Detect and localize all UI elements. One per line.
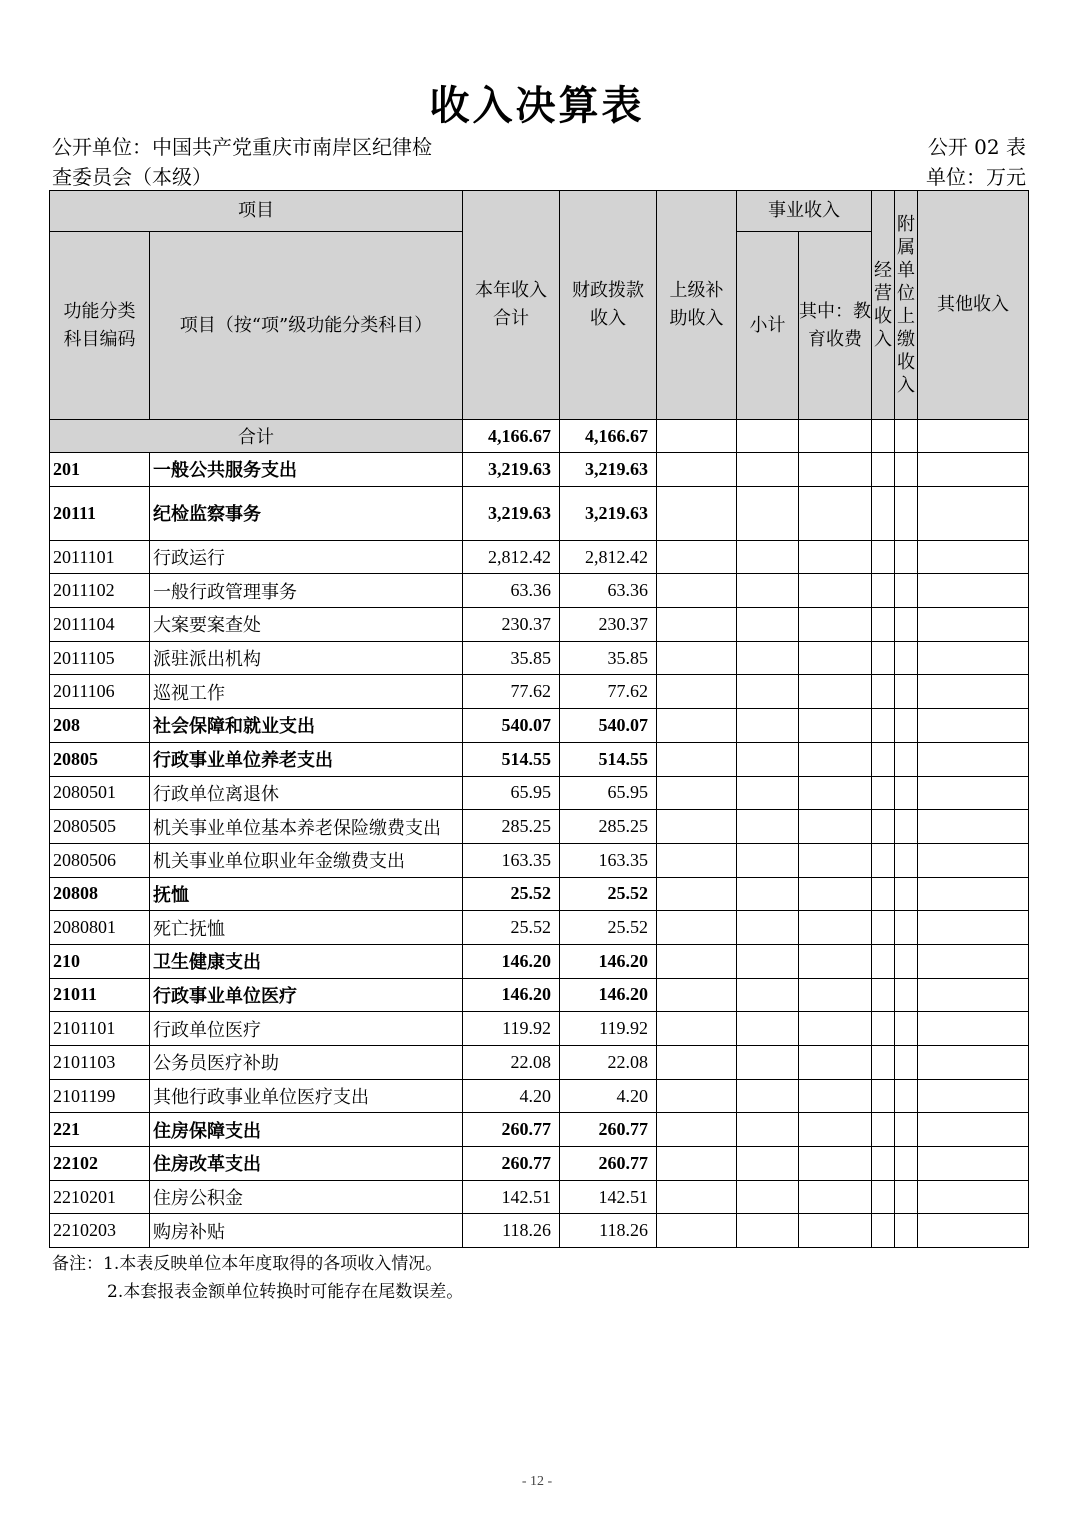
empty-cell (872, 608, 895, 642)
table-row (50, 1012, 1029, 1046)
empty-cell (737, 453, 799, 487)
header-project-name: 项目（按“项”级功能分类科目） (150, 232, 463, 420)
empty-cell (737, 1180, 799, 1214)
empty-cell (737, 540, 799, 574)
table-row (50, 574, 1029, 608)
empty-cell (872, 978, 895, 1012)
empty-cell (895, 944, 918, 978)
row-total: 119.92 (463, 1012, 560, 1046)
row-total: 25.52 (463, 877, 560, 911)
empty-cell (918, 1046, 1029, 1080)
empty-cell (737, 608, 799, 642)
row-fiscal: 285.25 (560, 810, 657, 844)
empty-cell (918, 1214, 1029, 1248)
row-name: 行政运行 (150, 540, 463, 574)
note-line1: 备注：1.本表反映单位本年度取得的各项收入情况。 (52, 1254, 443, 1274)
row-total: 65.95 (463, 776, 560, 810)
row-code: 210 (50, 944, 150, 978)
row-name: 其他行政事业单位医疗支出 (150, 1079, 463, 1113)
row-name: 行政事业单位医疗 (150, 978, 463, 1012)
row-fiscal: 540.07 (560, 709, 657, 743)
row-code: 2080506 (50, 843, 150, 877)
table-header (50, 191, 1029, 420)
note-line2: 2.本套报表金额单位转换时可能存在尾数误差。 (107, 1282, 464, 1302)
row-code: 20111 (50, 486, 150, 540)
empty-cell (895, 1046, 918, 1080)
empty-cell (872, 944, 895, 978)
header-business: 事业收入 (737, 191, 872, 232)
row-code: 2101103 (50, 1046, 150, 1080)
empty-cell (657, 877, 737, 911)
empty-cell (918, 877, 1029, 911)
empty-cell (657, 1214, 737, 1248)
table-row (50, 843, 1029, 877)
row-total: 260.77 (463, 1113, 560, 1147)
table-row (50, 776, 1029, 810)
row-total: 285.25 (463, 810, 560, 844)
row-total: 230.37 (463, 608, 560, 642)
empty-cell (737, 1046, 799, 1080)
row-total: 77.62 (463, 675, 560, 709)
row-code: 21011 (50, 978, 150, 1012)
empty-cell (737, 742, 799, 776)
empty-cell (799, 1147, 872, 1181)
empty-cell (872, 675, 895, 709)
empty-cell (657, 709, 737, 743)
empty-cell (918, 1113, 1029, 1147)
row-fiscal: 63.36 (560, 574, 657, 608)
table-row (50, 742, 1029, 776)
row-name: 社会保障和就业支出 (150, 709, 463, 743)
header-total: 本年收入 合计 (463, 191, 560, 420)
row-code: 2210203 (50, 1214, 150, 1248)
row-fiscal: 230.37 (560, 608, 657, 642)
empty-cell (657, 843, 737, 877)
table-row (50, 1214, 1029, 1248)
empty-cell (657, 641, 737, 675)
row-fiscal: 3,219.63 (560, 453, 657, 487)
empty-cell (799, 641, 872, 675)
row-total: 63.36 (463, 574, 560, 608)
empty-cell (799, 1046, 872, 1080)
empty-cell (799, 486, 872, 540)
row-fiscal: 260.77 (560, 1113, 657, 1147)
empty-cell (799, 911, 872, 945)
row-code: 20808 (50, 877, 150, 911)
empty-cell (737, 574, 799, 608)
row-name: 抚恤 (150, 877, 463, 911)
page-number: - 12 - (521, 1474, 553, 1489)
empty-cell (799, 1180, 872, 1214)
table-row (50, 911, 1029, 945)
empty-cell (872, 709, 895, 743)
empty-cell (872, 1113, 895, 1147)
empty-cell (799, 540, 872, 574)
table-body (50, 420, 1029, 1248)
row-code: 208 (50, 709, 150, 743)
row-fiscal: 2,812.42 (560, 540, 657, 574)
row-total: 260.77 (463, 1147, 560, 1181)
header-fiscal: 财政拨款 收入 (560, 191, 657, 420)
empty-cell (918, 608, 1029, 642)
empty-cell (737, 675, 799, 709)
table-row (50, 978, 1029, 1012)
row-fiscal: 163.35 (560, 843, 657, 877)
row-total: 25.52 (463, 911, 560, 945)
empty-cell (657, 1113, 737, 1147)
empty-cell (872, 1147, 895, 1181)
empty-cell (895, 1180, 918, 1214)
row-code: 2011105 (50, 641, 150, 675)
header-other: 其他收入 (918, 191, 1029, 420)
empty-cell (918, 574, 1029, 608)
empty-cell (737, 641, 799, 675)
row-name: 卫生健康支出 (150, 944, 463, 978)
row-code: 2101199 (50, 1079, 150, 1113)
currency-unit: 单位：万元 (926, 165, 1026, 189)
row-name: 机关事业单位职业年金缴费支出 (150, 843, 463, 877)
row-code: 2080801 (50, 911, 150, 945)
empty-cell (872, 776, 895, 810)
row-name: 行政单位离退休 (150, 776, 463, 810)
notes (52, 1250, 463, 1306)
empty-cell (895, 978, 918, 1012)
table-row (50, 453, 1029, 487)
empty-cell (799, 1012, 872, 1046)
table-meta (926, 132, 1026, 192)
row-code: 20805 (50, 742, 150, 776)
empty-cell (657, 944, 737, 978)
table-row (50, 540, 1029, 574)
empty-cell (872, 486, 895, 540)
empty-cell (657, 1079, 737, 1113)
empty-cell (895, 453, 918, 487)
empty-cell (737, 1079, 799, 1113)
empty-cell (799, 453, 872, 487)
header-affiliated: 附 属 单 位 上 缴 收 入 (895, 191, 918, 420)
empty-cell (872, 810, 895, 844)
empty-cell (737, 944, 799, 978)
row-name: 巡视工作 (150, 675, 463, 709)
empty-cell (918, 486, 1029, 540)
row-code: 2011101 (50, 540, 150, 574)
empty-cell (918, 675, 1029, 709)
empty-cell (918, 1079, 1029, 1113)
empty-cell (799, 608, 872, 642)
empty-cell (918, 709, 1029, 743)
row-name: 住房公积金 (150, 1180, 463, 1214)
table-row (50, 944, 1029, 978)
row-total: 22.08 (463, 1046, 560, 1080)
row-code: 2011102 (50, 574, 150, 608)
row-fiscal: 25.52 (560, 911, 657, 945)
empty-cell (737, 810, 799, 844)
income-table (49, 190, 1029, 1248)
row-name: 公务员医疗补助 (150, 1046, 463, 1080)
row-total: 3,219.63 (463, 486, 560, 540)
empty-cell (657, 1147, 737, 1181)
empty-cell (657, 810, 737, 844)
reporting-unit-line2: 查委员会（本级） (52, 165, 212, 189)
row-code: 22102 (50, 1147, 150, 1181)
empty-cell (872, 453, 895, 487)
row-name: 纪检监察事务 (150, 486, 463, 540)
empty-cell (918, 944, 1029, 978)
empty-cell (799, 742, 872, 776)
empty-cell (918, 540, 1029, 574)
empty-cell (737, 1214, 799, 1248)
row-total: 35.85 (463, 641, 560, 675)
header-subtotal: 小计 (737, 232, 799, 420)
empty-cell (918, 742, 1029, 776)
row-code: 2011106 (50, 675, 150, 709)
empty-cell (872, 877, 895, 911)
empty-cell (657, 742, 737, 776)
empty-cell (918, 1147, 1029, 1181)
empty-cell (872, 574, 895, 608)
row-code: 2210201 (50, 1180, 150, 1214)
page-title: 收入决算表 (429, 82, 645, 129)
empty-cell (895, 1113, 918, 1147)
row-code: 2101101 (50, 1012, 150, 1046)
empty-cell (799, 944, 872, 978)
row-name: 派驻派出机构 (150, 641, 463, 675)
empty-cell (895, 877, 918, 911)
row-total: 146.20 (463, 944, 560, 978)
empty-cell (737, 486, 799, 540)
empty-cell (737, 1012, 799, 1046)
table-row (50, 709, 1029, 743)
row-fiscal: 118.26 (560, 1214, 657, 1248)
total-amount: 4,166.67 (463, 420, 560, 453)
row-fiscal: 3,219.63 (560, 486, 657, 540)
empty-cell (657, 453, 737, 487)
empty-cell (895, 641, 918, 675)
empty-cell (872, 911, 895, 945)
empty-cell (895, 675, 918, 709)
row-fiscal: 65.95 (560, 776, 657, 810)
row-fiscal: 146.20 (560, 944, 657, 978)
header-project: 项目 (50, 191, 463, 232)
header-edu-fee: 其中：教 育收费 (799, 232, 872, 420)
table-row (50, 1079, 1029, 1113)
row-fiscal: 514.55 (560, 742, 657, 776)
row-code: 2011104 (50, 608, 150, 642)
table-row (50, 810, 1029, 844)
row-name: 行政事业单位养老支出 (150, 742, 463, 776)
empty-cell (799, 1113, 872, 1147)
empty-cell (799, 776, 872, 810)
empty-cell (657, 608, 737, 642)
empty-cell (657, 911, 737, 945)
empty-cell (872, 1046, 895, 1080)
empty-cell (657, 978, 737, 1012)
empty-cell (872, 1180, 895, 1214)
row-total: 163.35 (463, 843, 560, 877)
row-total: 540.07 (463, 709, 560, 743)
row-name: 死亡抚恤 (150, 911, 463, 945)
table-row (50, 1180, 1029, 1214)
row-code: 201 (50, 453, 150, 487)
row-fiscal: 77.62 (560, 675, 657, 709)
table-number: 公开 02 表 (927, 135, 1026, 159)
row-fiscal: 146.20 (560, 978, 657, 1012)
empty-cell (895, 911, 918, 945)
reporting-unit-line1: 公开单位：中国共产党重庆市南岸区纪律检 (52, 135, 432, 159)
empty-cell (872, 1079, 895, 1113)
table-row (50, 1046, 1029, 1080)
row-fiscal: 4.20 (560, 1079, 657, 1113)
header-upper-subsidy: 上级补 助收入 (657, 191, 737, 420)
empty-cell (895, 486, 918, 540)
empty-cell (895, 1079, 918, 1113)
empty-cell (737, 1113, 799, 1147)
row-total: 142.51 (463, 1180, 560, 1214)
header-operating: 经 营 收 入 (872, 191, 895, 420)
empty-cell (872, 742, 895, 776)
empty-cell (657, 574, 737, 608)
row-fiscal: 35.85 (560, 641, 657, 675)
empty-cell (799, 1214, 872, 1248)
empty-cell (918, 978, 1029, 1012)
empty-cell (918, 810, 1029, 844)
row-fiscal: 142.51 (560, 1180, 657, 1214)
table-row (50, 608, 1029, 642)
row-fiscal: 25.52 (560, 877, 657, 911)
empty-cell (737, 877, 799, 911)
table-row (50, 1113, 1029, 1147)
empty-cell (918, 776, 1029, 810)
empty-cell (657, 1046, 737, 1080)
row-total: 2,812.42 (463, 540, 560, 574)
empty-cell (737, 1147, 799, 1181)
empty-cell (895, 574, 918, 608)
empty-cell (918, 453, 1029, 487)
row-name: 行政单位医疗 (150, 1012, 463, 1046)
header-func-code: 功能分类 科目编码 (50, 232, 150, 420)
row-fiscal: 22.08 (560, 1046, 657, 1080)
empty-cell (657, 486, 737, 540)
row-name: 大案要案查处 (150, 608, 463, 642)
row-fiscal: 119.92 (560, 1012, 657, 1046)
empty-cell (918, 641, 1029, 675)
empty-cell (657, 1180, 737, 1214)
row-total: 4.20 (463, 1079, 560, 1113)
empty-cell (895, 540, 918, 574)
empty-cell (895, 1214, 918, 1248)
row-total: 514.55 (463, 742, 560, 776)
empty-cell (657, 1012, 737, 1046)
empty-cell (872, 641, 895, 675)
empty-cell (737, 911, 799, 945)
empty-cell (737, 978, 799, 1012)
empty-cell (895, 843, 918, 877)
row-total: 118.26 (463, 1214, 560, 1248)
empty-cell (799, 877, 872, 911)
empty-cell (918, 843, 1029, 877)
table-row (50, 641, 1029, 675)
empty-cell (799, 810, 872, 844)
row-total: 3,219.63 (463, 453, 560, 487)
empty-cell (799, 574, 872, 608)
table-row (50, 486, 1029, 540)
empty-cell (872, 843, 895, 877)
empty-cell (895, 810, 918, 844)
empty-cell (918, 911, 1029, 945)
row-name: 住房保障支出 (150, 1113, 463, 1147)
reporting-unit (52, 132, 432, 192)
total-row (50, 420, 1029, 453)
total-fiscal: 4,166.67 (560, 420, 657, 453)
empty-cell (895, 709, 918, 743)
empty-cell (799, 709, 872, 743)
empty-cell (872, 1012, 895, 1046)
empty-cell (657, 540, 737, 574)
empty-cell (895, 1147, 918, 1181)
row-code: 2080505 (50, 810, 150, 844)
row-name: 一般公共服务支出 (150, 453, 463, 487)
empty-cell (737, 843, 799, 877)
row-name: 住房改革支出 (150, 1147, 463, 1181)
row-code: 221 (50, 1113, 150, 1147)
empty-cell (737, 709, 799, 743)
row-total: 146.20 (463, 978, 560, 1012)
empty-cell (895, 776, 918, 810)
empty-cell (799, 1079, 872, 1113)
table-row (50, 1147, 1029, 1181)
total-label: 合计 (50, 420, 463, 453)
empty-cell (895, 1012, 918, 1046)
empty-cell (799, 675, 872, 709)
row-name: 机关事业单位基本养老保险缴费支出 (150, 810, 463, 844)
empty-cell (799, 843, 872, 877)
row-name: 一般行政管理事务 (150, 574, 463, 608)
row-name: 购房补贴 (150, 1214, 463, 1248)
table-row (50, 675, 1029, 709)
empty-cell (895, 742, 918, 776)
empty-cell (657, 675, 737, 709)
table-row (50, 877, 1029, 911)
empty-cell (737, 776, 799, 810)
row-fiscal: 260.77 (560, 1147, 657, 1181)
empty-cell (872, 1214, 895, 1248)
empty-cell (895, 608, 918, 642)
empty-cell (918, 1012, 1029, 1046)
empty-cell (799, 978, 872, 1012)
empty-cell (918, 1180, 1029, 1214)
empty-cell (872, 540, 895, 574)
empty-cell (657, 776, 737, 810)
row-code: 2080501 (50, 776, 150, 810)
